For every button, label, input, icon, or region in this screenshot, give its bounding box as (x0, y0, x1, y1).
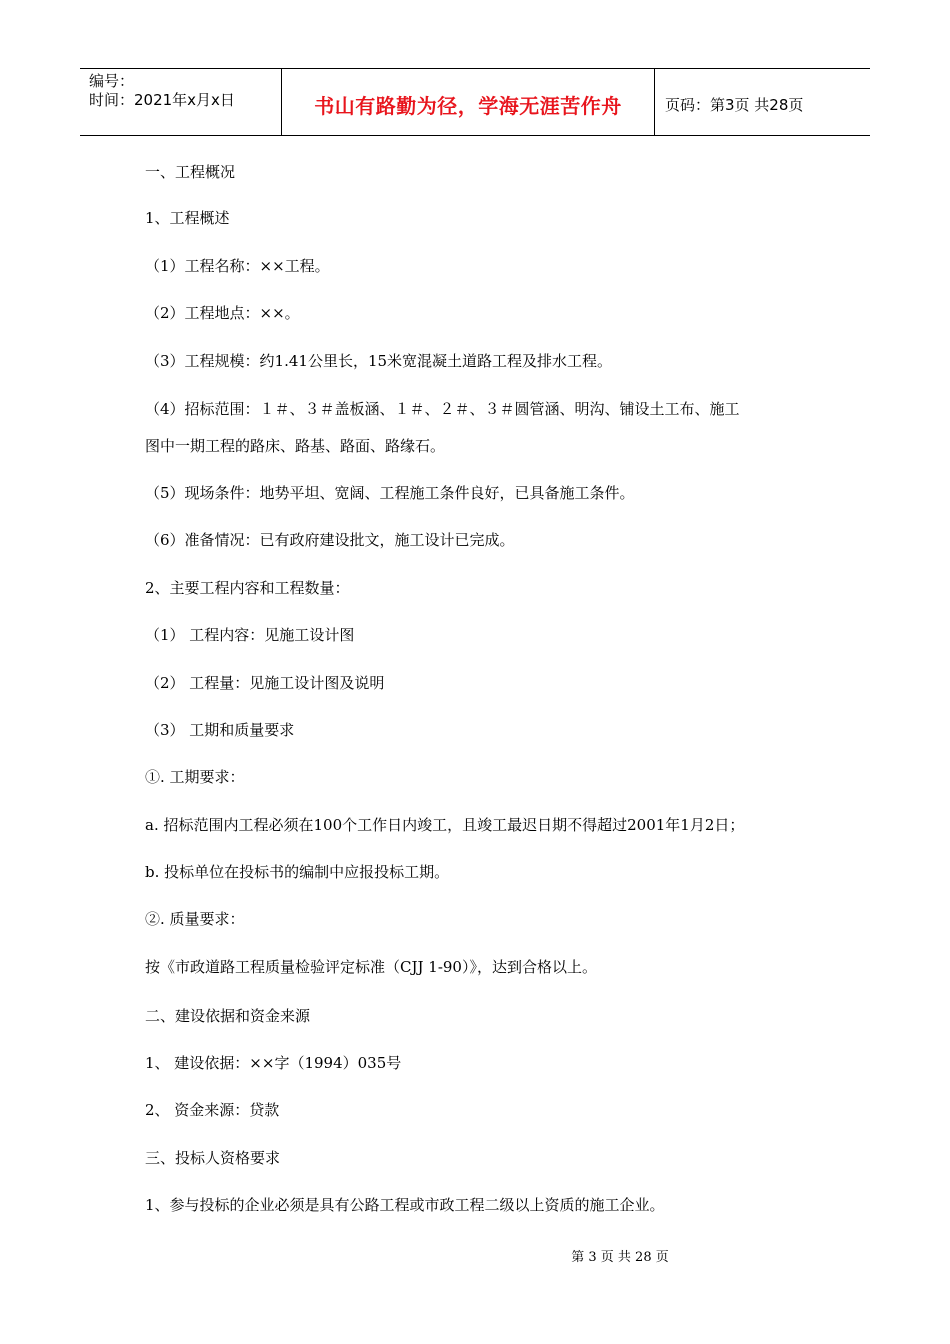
paragraph: 1、参与投标的企业必须是具有公路工程或市政工程二级以上资质的施工企业。 (145, 1196, 665, 1214)
paragraph: （2） 工程量：见施工设计图及说明 (145, 674, 385, 692)
paragraph: ①. 工期要求： (145, 768, 245, 786)
paragraph: 按《市政道路工程质量检验评定标准（CJJ 1-90）》，达到合格以上。 (145, 958, 597, 976)
header-meta (80, 69, 281, 135)
paragraph: （2）工程地点：××。 (145, 304, 300, 322)
paragraph: b. 投标单位在投标书的编制中应报投标工期。 (145, 863, 450, 881)
paragraph: 2、 资金来源：贷款 (145, 1101, 280, 1119)
header-motto: 书山有路勤为径，学海无涯苦作舟 (314, 93, 622, 118)
page-footer: 第 3 页 共 28 页 (571, 1250, 669, 1265)
subsection-heading: 1、工程概述 (145, 209, 230, 227)
paragraph: a. 招标范围内工程必须在100个工作日内竣工，且竣工最迟日期不得超过2001年1月2日； (145, 816, 745, 834)
paragraph: （4）招标范围：１＃、３＃盖板涵、１＃、２＃、３＃圆管涵、明沟、铺设土工布、施工 (145, 400, 740, 418)
paragraph: （3） 工期和质量要求 (145, 721, 295, 739)
document-time-label: 时间：2021年x月x日 (89, 91, 235, 109)
paragraph: （5）现场条件：地势平坦、宽阔、工程施工条件良好，已具备施工条件。 (145, 484, 635, 502)
paragraph: （1）工程名称：××工程。 (145, 257, 330, 275)
section-heading: 三、投标人资格要求 (145, 1149, 281, 1167)
section-heading: 一、工程概况 (145, 163, 236, 181)
subsection-heading: 2、主要工程内容和工程数量： (145, 579, 350, 597)
paragraph: 1、 建设依据：××字（1994）035号 (145, 1054, 402, 1072)
page-header (80, 68, 870, 136)
paragraph: （3）工程规模：约1.41公里长，15米宽混凝土道路工程及排水工程。 (145, 352, 613, 370)
paragraph: ②. 质量要求： (145, 910, 245, 928)
paragraph: （1） 工程内容：见施工设计图 (145, 626, 355, 644)
section-heading: 二、建设依据和资金来源 (145, 1007, 311, 1025)
document-number-label: 编号： (89, 72, 135, 90)
header-page-info: 页码：第3页 共28页 (665, 95, 804, 114)
header-divider (654, 69, 655, 135)
paragraph-continued: 图中一期工程的路床、路基、路面、路缘石。 (145, 437, 446, 455)
paragraph: （6）准备情况：已有政府建设批文，施工设计已完成。 (145, 531, 515, 549)
